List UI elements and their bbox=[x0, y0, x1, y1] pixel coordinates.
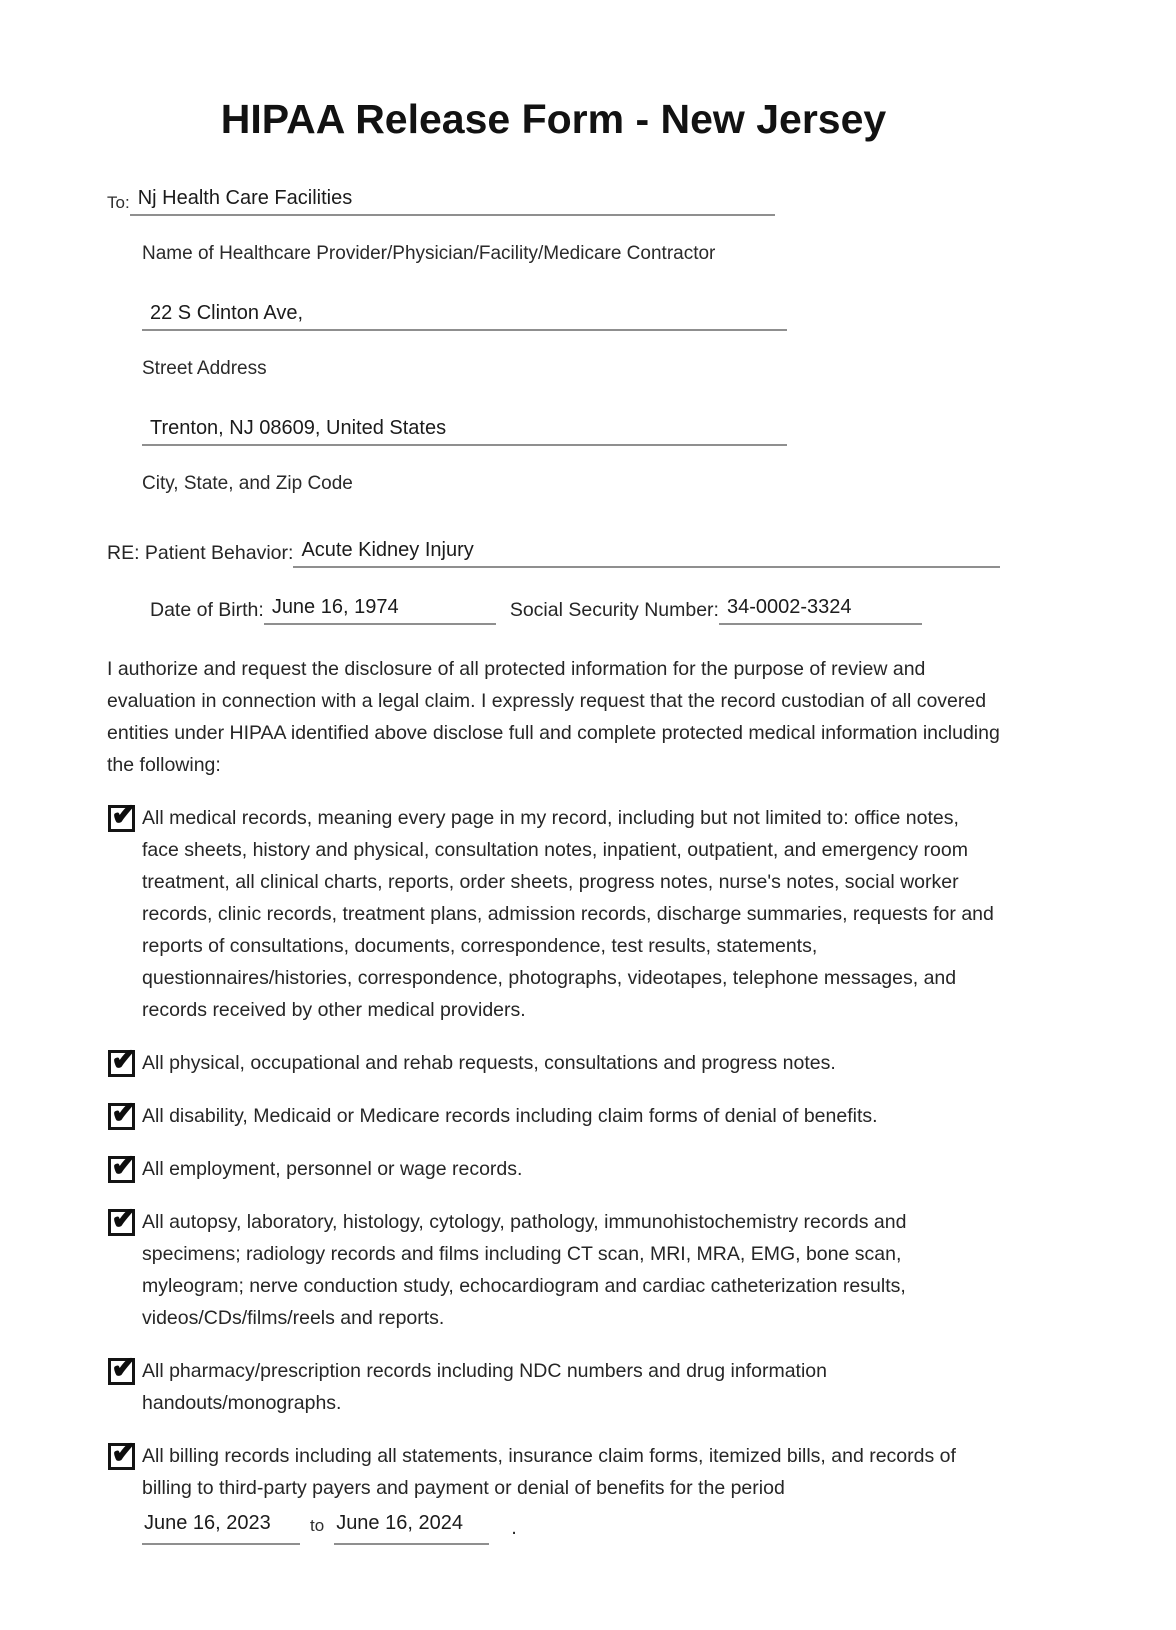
city-state-zip-block bbox=[142, 417, 1000, 446]
checkmark-icon: ✔ bbox=[111, 797, 137, 832]
period-start-date-field[interactable]: June 16, 2023 bbox=[142, 1507, 300, 1545]
recipient-caption: Name of Healthcare Provider/Physician/Facility/Medicare Contractor bbox=[142, 243, 716, 264]
checkmark-icon: ✔ bbox=[111, 1201, 137, 1236]
checkmark-icon: ✔ bbox=[111, 1350, 137, 1385]
checklist-item-physical-rehab bbox=[107, 1042, 1000, 1079]
checklist-item-label: All medical records, meaning every page in my record, including but not limited to: office notes, face sheets, history and physical, consultation notes, inpatient, outpatient, and emergency room treatment, all clinical charts, reports, order sheets, progress notes, nurse's notes, social worker records, clinic records, treatment plans, admission records, discharge summaries, requests for and reports of consultations, documents, correspondence, test results, statements, questionnaires/histories, correspondence, photographs, videotapes, telephone messages, and records received by other medical providers. bbox=[142, 807, 994, 1021]
checkmark-icon: ✔ bbox=[111, 1435, 137, 1470]
patient-behavior-field[interactable]: Acute Kidney Injury bbox=[293, 539, 1000, 568]
checkbox-physical-rehab[interactable] bbox=[108, 1042, 137, 1077]
checkbox-pharmacy[interactable] bbox=[108, 1350, 137, 1385]
period-end-punctuation: . bbox=[511, 1517, 517, 1539]
page-title: HIPAA Release Form - New Jersey bbox=[220, 96, 887, 142]
street-address-field[interactable]: 22 S Clinton Ave, bbox=[142, 302, 787, 331]
dob-ssn-row bbox=[150, 596, 1000, 625]
checklist-item-employment bbox=[107, 1148, 1000, 1185]
billing-period-row bbox=[142, 1507, 1000, 1545]
city-state-zip-field[interactable]: Trenton, NJ 08609, United States bbox=[142, 417, 787, 446]
checklist-item-label: All disability, Medicaid or Medicare records including claim forms of denial of benefits. bbox=[142, 1105, 878, 1127]
checklist-item-label: All autopsy, laboratory, histology, cytology, pathology, immunohistochemistry records and specimens; radiology records and films including CT scan, MRI, MRA, EMG, bone scan, myleogram; nerve conduction study, echocardiogram and cardiac catheterization results, videos/CDs/films/reels and reports. bbox=[142, 1211, 907, 1329]
checklist-item-autopsy-lab bbox=[107, 1201, 1000, 1334]
city-state-zip-caption: City, State, and Zip Code bbox=[142, 473, 353, 494]
ssn-field[interactable]: 34-0002-3324 bbox=[719, 596, 922, 625]
checklist-item-label: All pharmacy/prescription records including NDC numbers and drug information handouts/monographs. bbox=[142, 1360, 827, 1414]
to-label: To: bbox=[107, 193, 130, 212]
checkmark-icon: ✔ bbox=[111, 1042, 137, 1077]
checklist-item-label: All billing records including all statements, insurance claim forms, itemized bills, and records of billing to third-party payers and payment or denial of benefits for the period bbox=[142, 1445, 956, 1499]
period-to-word: to bbox=[310, 1516, 325, 1535]
re-patient-behavior-row bbox=[107, 539, 1000, 568]
street-address-block bbox=[142, 302, 1000, 331]
dob-label: Date of Birth: bbox=[150, 599, 264, 621]
checkbox-billing[interactable] bbox=[108, 1435, 137, 1470]
checkmark-icon: ✔ bbox=[111, 1148, 137, 1183]
checkbox-autopsy-lab[interactable] bbox=[108, 1201, 137, 1236]
recipient-name-field[interactable]: Nj Health Care Facilities bbox=[130, 187, 775, 216]
checklist-item-medical-records bbox=[107, 797, 1000, 1026]
street-address-caption: Street Address bbox=[142, 358, 267, 379]
authorization-paragraph: I authorize and request the disclosure of all protected information for the purpose of review and evaluation in connection with a legal claim. I expressly request that the record custodian of all covered entities under HIPAA identified above disclose full and complete protected medical information including the following: bbox=[107, 658, 1000, 776]
checkbox-disability-medicare[interactable] bbox=[108, 1095, 137, 1130]
checklist-item-pharmacy bbox=[107, 1350, 1000, 1419]
checklist-item-label: All physical, occupational and rehab requests, consultations and progress notes. bbox=[142, 1052, 836, 1074]
checklist-item-billing-text bbox=[142, 1440, 1000, 1545]
checklist-item-label: All employment, personnel or wage records. bbox=[142, 1158, 523, 1180]
recipient-row bbox=[107, 187, 1000, 216]
dob-field[interactable]: June 16, 1974 bbox=[264, 596, 496, 625]
checklist-item-disability-medicare bbox=[107, 1095, 1000, 1132]
re-label: RE: Patient Behavior: bbox=[107, 542, 294, 564]
checkmark-icon: ✔ bbox=[111, 1095, 137, 1130]
ssn-label: Social Security Number: bbox=[509, 599, 719, 621]
checkbox-employment[interactable] bbox=[108, 1148, 137, 1183]
checklist-item-billing bbox=[107, 1435, 1000, 1545]
checkbox-medical-records[interactable] bbox=[108, 797, 137, 832]
period-end-date-field[interactable]: June 16, 2024 bbox=[334, 1507, 489, 1545]
